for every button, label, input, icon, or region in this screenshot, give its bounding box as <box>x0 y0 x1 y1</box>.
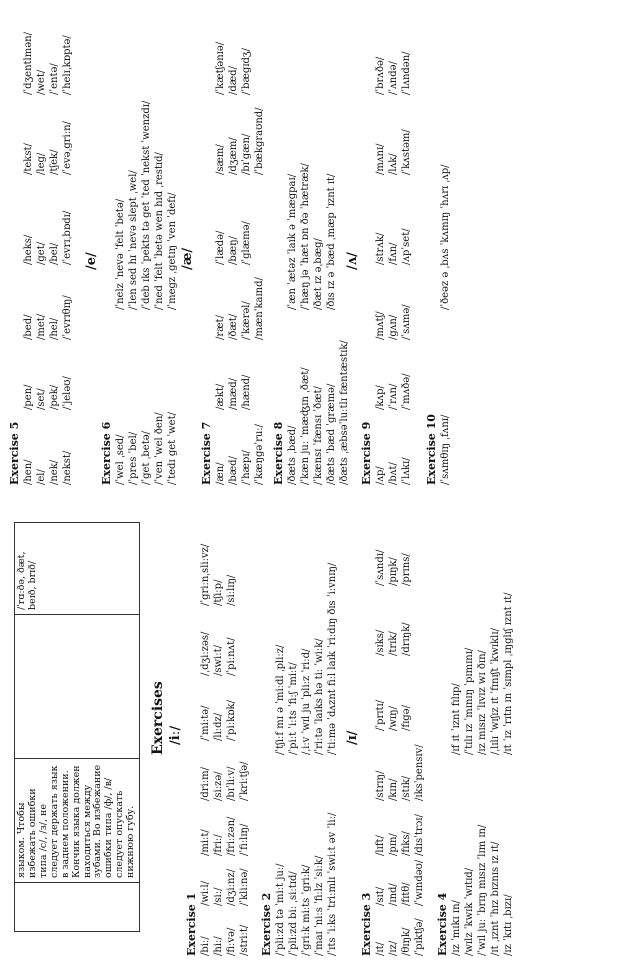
transcription-cell: /fiːvə/ <box>226 927 237 956</box>
grid-row <box>225 526 238 956</box>
transcription-line: /ðæts ˈbæd ˈgræmə/ <box>326 383 337 485</box>
transcription-cell: /ɪz/ <box>388 940 399 956</box>
table-row <box>15 523 140 932</box>
transcription-cell: /strʌk/ <box>375 232 386 265</box>
grid-row <box>400 526 413 956</box>
exercise-4-label: Exercise 4 <box>436 892 449 956</box>
transcription-line: /wɪlz ˈkwɪk ˈwɪtɪd/ <box>464 867 475 956</box>
transcription-cell: /ðæt/ <box>228 313 239 340</box>
transcription-cell <box>253 175 266 265</box>
exercise-10-label: Exercise 10 <box>425 414 438 485</box>
transcription-cell: /bæd/ <box>228 456 239 485</box>
transcription-cell: /prɪns/ <box>401 553 412 586</box>
transcription-cell: /ækt/ <box>215 383 226 410</box>
exercise-5-label: Exercise 5 <box>8 421 21 485</box>
grid-row <box>374 526 387 956</box>
transcription-cell: /fʌn/ <box>388 242 399 265</box>
transcription-line: /ˈdeb ɪks ˈpekts tə get ˈted ˈnekst ˈwenzdɪ/ <box>141 100 152 310</box>
transcription-cell: /wɪŋ/ <box>388 706 399 731</box>
transcription-cell: /friː/ <box>213 834 224 856</box>
transcription-cell: /ˈlʌkɪ/ <box>401 457 412 485</box>
transcription-cell: /ˈkriːtʃə/ <box>239 761 250 801</box>
transcription-cell: /æn/ <box>215 462 226 485</box>
transcription-cell: /ˈevrɪˌbɒdɪ/ <box>62 210 73 265</box>
transcription-cell: /ˈlʌndən/ <box>401 51 412 95</box>
grid-row <box>214 5 227 485</box>
transcription-cell: /ˈevəˌgriːn/ <box>62 121 73 175</box>
transcription-line: /ˈpres ˈbel/ <box>128 431 139 485</box>
grid-row <box>400 5 413 485</box>
exercise-9-label: Exercise 9 <box>360 421 373 485</box>
transcription-cell: /nekst/ <box>62 450 73 485</box>
exercise-8-lines-right <box>286 163 338 310</box>
transcription-cell: /hel/ <box>49 317 60 340</box>
transcription-line: /ˈhæŋ jə ˈhæt ɒn ðə ˈhætræk/ <box>300 163 311 310</box>
transcription-line: /ˈget ˌbetə/ <box>141 430 152 485</box>
transcription-cell: /kɪn/ <box>388 778 399 801</box>
transcription-cell: /ˈhelɪˌkɒptə/ <box>62 35 73 95</box>
transcription-cell: /pen/ <box>23 384 34 410</box>
transcription-line: /ðɪs ɪz ə ˈbæd ˌmæp ˈɪznt ɪt/ <box>326 173 337 310</box>
table-cell <box>15 615 140 759</box>
transcription-cell: /ˈkliːnə/ <box>239 868 250 906</box>
grid-row <box>35 5 48 485</box>
sound-heading-i: /ɪ/ <box>345 730 360 745</box>
grid-row <box>374 5 387 485</box>
exercise-7-label: Exercise 7 <box>200 421 213 485</box>
grid-row <box>199 526 212 956</box>
transcription-cell <box>253 5 266 95</box>
table-cell: /ˈrɑːðə, ðæt, beɪð, brɪð/ <box>15 523 140 615</box>
transcription-line: /ɪt ˌɪznt ˈhɪz bɪznɪs ɪz ɪt/ <box>490 841 501 956</box>
transcription-cell: /fɪtθ/ <box>401 882 412 906</box>
transcription-cell: /bæŋ/ <box>228 236 239 265</box>
transcription-cell: /ˈwɪndəʊ/ <box>414 859 425 906</box>
transcription-cell: /hænd/ <box>241 374 252 410</box>
transcription-line: /ˈlen sed hɪ ˈnevə slept ˌwel/ <box>128 170 139 310</box>
transcription-cell: /ˈʌndə/ <box>388 61 399 95</box>
transcription-line: /ðæt ɪz əˌbæg/ <box>313 238 324 310</box>
transcription-cell: /sɪks/ <box>375 629 386 656</box>
transcription-cell: /heks/ <box>23 234 34 265</box>
transcription-cell: /bʌt/ <box>388 462 399 485</box>
table-cell <box>15 883 140 932</box>
transcription-cell: /ˈgriːnˌsliːvz/ <box>200 543 211 606</box>
transcription-cell: /ˈrʌn/ <box>388 383 399 410</box>
exercise-2-lines-right <box>274 563 339 755</box>
transcription-cell: /ˈsʌmə/ <box>401 304 412 340</box>
transcription-line: /ˈned ˈfelt ˈbetə wen hɪd ˌrestɪd/ <box>154 152 165 310</box>
grid-row <box>387 5 400 485</box>
transcription-cell: /ɪnd/ <box>388 883 399 906</box>
grid-row <box>253 5 266 485</box>
transcription-cell: /biː/ <box>200 936 211 956</box>
transcription-cell: /bɪˈliːv/ <box>226 766 237 801</box>
transcription-cell: /ˈlædə/ <box>215 230 226 265</box>
transcription-cell: /ræt/ <box>215 315 226 340</box>
transcription-cell: /ˈprɪtɪ/ <box>375 699 386 731</box>
transcription-cell: /ʌpˈset/ <box>401 228 412 265</box>
transcription-cell: /ˈentə/ <box>49 63 60 95</box>
transcription-cell: /ˌdʒiːzəs/ <box>200 631 211 676</box>
grid-row <box>61 5 74 485</box>
transcription-line: /ˈpliːzd tə ˈmiːt juː/ <box>275 863 286 956</box>
transcription-cell <box>238 676 251 741</box>
grid-row <box>238 526 251 956</box>
transcription-cell: /ˈmʌðə/ <box>401 373 412 410</box>
transcription-cell: /gʌn/ <box>388 314 399 340</box>
transcription-line: /ˈmegz ˌgetɪŋ ˈven ˈdefɪ/ <box>167 192 178 310</box>
transcription-cell: /lʌk/ <box>388 153 399 175</box>
transcription-cell: /miːt/ <box>200 829 211 856</box>
transcription-line: /ˈtiːmə ˈdʌznt fiːl laɪk ˈriːdɪŋ ðɪs ˈiːvnɪŋ/ <box>327 562 338 755</box>
transcription-cell: /ˈbækgraʊnd/ <box>254 107 265 175</box>
transcription-cell: /wet/ <box>36 69 47 95</box>
exercise-6-lines-right <box>114 101 179 310</box>
transcription-cell: /el/ <box>36 469 47 485</box>
grid-row <box>212 526 225 956</box>
transcription-cell: /bed/ <box>23 314 34 340</box>
transcription-cell: /stɪk/ <box>401 775 412 801</box>
transcription-cell: /ˈglæmə/ <box>241 221 252 265</box>
transcription-cell: /pɪn/ <box>388 833 399 856</box>
transcription-cell: /ˈbrʌðə/ <box>375 56 386 95</box>
transcription-cell: /ˈmiːtə/ <box>200 705 211 741</box>
transcription-cell: /lɪft/ <box>375 835 386 856</box>
transcription-cell: /trɪk/ <box>388 631 399 656</box>
transcription-cell: /sæm/ <box>215 144 226 175</box>
transcription-cell: /ɪksˈpensɪv/ <box>414 744 425 801</box>
transcription-line: /ˈsʌmθɪŋ ˌfʌnɪ/ <box>440 414 451 485</box>
transcription-cell: /mæd/ <box>228 377 239 410</box>
exercise-3-grid <box>374 526 426 956</box>
transcription-cell: /wiːl/ <box>200 880 211 906</box>
transcription-cell: /striːt/ <box>239 924 250 956</box>
transcription-line: /ˈgriːk miːts ˈgriːk/ <box>301 864 312 956</box>
transcription-cell: /fɪgə/ <box>401 705 412 731</box>
grid-row <box>227 5 240 485</box>
right-column <box>0 5 637 485</box>
transcription-cell <box>413 656 426 731</box>
transcription-line: /ˈtʃiːf mɪ ə ˈmiːdl ˌpliːz/ <box>275 644 286 755</box>
exercise-9-grid <box>374 5 413 485</box>
transcription-cell: /drɪŋk/ <box>401 622 412 656</box>
exercise-1-grid <box>199 526 251 956</box>
transcription-line: /ðæts ˌæbsəˈluːtlɪ fæntæstɪk/ <box>339 340 350 485</box>
transcription-line: /ɪz ˈkɪtɪ ˌbɪzɪ/ <box>503 894 514 956</box>
transcription-cell: /ˈkærəl/ <box>241 301 252 340</box>
transcription-line: /ˌlɪlɪ ˈwɪʃɪz ɪt ˈfɪnɪʃt ˈkwɪklɪ/ <box>490 628 501 755</box>
transcription-cell: /siː/ <box>213 887 224 906</box>
transcription-cell <box>238 526 251 606</box>
transcription-cell: /pek/ <box>49 384 60 410</box>
transcription-line: /ðæts ˌbæd/ <box>287 425 298 485</box>
transcription-cell <box>238 606 251 676</box>
transcription-cell: /dʒæm/ <box>228 137 239 175</box>
transcription-line: /ɪz ˈmɪkɪ ɪn/ <box>451 900 462 956</box>
transcription-line: /ˈnelz ˈnevə ˈfelt ˈbetə/ <box>115 198 126 310</box>
exercise-6-label: Exercise 6 <box>100 421 113 485</box>
transcription-cell: /dæd/ <box>228 66 239 95</box>
sound-heading-v: /ʌ/ <box>345 252 360 270</box>
transcription-cell: /mænˈkaɪnd/ <box>254 277 265 340</box>
transcription-line: /ˈven ˈwel ðen/ <box>154 412 165 485</box>
grid-row <box>413 526 426 956</box>
transcription-cell: /nek/ <box>49 459 60 485</box>
transcription-cell: /strɪŋ/ <box>375 770 386 801</box>
transcription-line: /ˈtɪlɪ ɪz ˈmɪnɪŋ ˈpɪmɪnɪ/ <box>464 647 475 755</box>
transcription-cell: /dʒiːnz/ <box>226 868 237 906</box>
transcription-cell <box>413 586 426 656</box>
transcription-cell: /swiːt/ <box>213 644 224 676</box>
transcription-cell: /ʌp/ <box>375 466 386 485</box>
transcription-cell: /ˈsʌndɪ/ <box>375 549 386 586</box>
transcription-line: /ˈɪts ˈiːks ˈtriːmlɪ ˈswiːt əv ˈliː/ <box>327 812 338 956</box>
transcription-cell: /tʃiːp/ <box>213 579 224 606</box>
transcription-cell: /ˈkætʃənɪə/ <box>215 41 226 95</box>
transcription-line: /ˈwɪl juː ˈbrɪŋ mɪsɪz ˈlɪm ɪn/ <box>477 824 488 956</box>
table-cell: языком. Чтобы избежать ошибки типа /с/, /з/, не следует держать язык в заднем положении. Кончик языка должен находиться между зубами. Во избежание ошибки типа /ф/, /в/ следует опускать нижнюю губу. <box>15 759 140 883</box>
grid-row <box>240 5 253 485</box>
transcription-cell: /fɪks/ <box>401 831 412 856</box>
transcription-cell: /siːzə/ <box>213 771 224 801</box>
transcription-line: /ˈwel ˌsed/ <box>115 434 126 485</box>
transcription-line: /ˈðeəz ə ˌbʌs ˈkʌmɪŋ ˈhʌrɪ ˌʌp/ <box>440 164 451 310</box>
transcription-line: /ˈriːtə ˈlaɪks hə tiː ˈwiːk/ <box>314 638 325 755</box>
transcription-cell: /ˈdʒentlmən/ <box>23 32 34 95</box>
transcription-cell: /ˈkʌstəm/ <box>401 129 412 175</box>
transcription-cell: /friːzən/ <box>226 816 237 856</box>
transcription-cell: /ˈpiːkɒk/ <box>226 700 237 741</box>
transcription-cell: /hiː/ <box>213 936 224 956</box>
transcription-line: /ˈtedɪ get ˈwet/ <box>167 412 178 485</box>
exercise-4-lines-right <box>450 593 515 755</box>
transcription-cell: /mʌtʃ/ <box>375 311 386 340</box>
exercise-7-grid <box>214 5 266 485</box>
transcription-cell: /mʌnɪ/ <box>375 143 386 175</box>
exercise-3-label: Exercise 3 <box>360 892 373 956</box>
transcription-cell: /met/ <box>36 313 47 340</box>
transcription-cell: /tekst/ <box>23 143 34 175</box>
grid-row <box>387 526 400 956</box>
transcription-line: /ˈpliːzd biː ˌsiːtɪd/ <box>288 871 299 956</box>
grid-row <box>48 5 61 485</box>
left-column <box>0 490 637 970</box>
exercises-heading: Exercises <box>150 681 166 755</box>
exercise-1-label: Exercise 1 <box>185 892 198 956</box>
transcription-cell: /ˈpɪktʃə/ <box>414 918 425 956</box>
transcription-cell: /kʌp/ <box>375 385 386 410</box>
exercise-2-label: Exercise 2 <box>260 892 273 956</box>
transcription-cell: /dɪsˈtrɔɪ/ <box>414 814 425 856</box>
sound-heading-ii: /iː/ <box>168 725 183 745</box>
transcription-cell: /ˈjeləʊ/ <box>62 376 73 410</box>
transcription-cell: /liːdz/ <box>213 712 224 741</box>
exercise-8-label: Exercise 8 <box>272 421 285 485</box>
transcription-line: /ɪf ɪt ˈɪznt fɪlɪp/ <box>451 683 462 755</box>
exercise-4-lines <box>450 825 515 956</box>
transcription-cell: /sɪt/ <box>375 886 386 906</box>
exercise-6-lines <box>114 412 179 485</box>
transcription-cell: /ɪt/ <box>375 942 386 956</box>
transcription-cell: /tʃek/ <box>49 149 60 175</box>
transcription-line: /ˈmaɪ ˈniːs ˈfiːlz ˈsiːk/ <box>314 855 325 956</box>
transcription-line: /ˈæn ˈætəz ˈlaɪk ə ˈmægpaɪ/ <box>287 173 298 310</box>
transcription-cell: /get/ <box>36 241 47 265</box>
transcription-cell: /ˈbægɪdʒ/ <box>241 48 252 95</box>
transcription-cell: /set/ <box>36 388 47 410</box>
transcription-cell: /ˈfiːlɪŋ/ <box>239 823 250 856</box>
transcription-cell: /ˈhæpɪ/ <box>241 450 252 485</box>
transcription-line: /ɪz mɪsɪz ˈlɪvɪz wɪ ðɪn/ <box>477 650 488 755</box>
exercise-2-lines <box>274 813 339 956</box>
pronunciation-table <box>14 522 140 932</box>
transcription-cell: /leg/ <box>36 152 47 175</box>
exercise-5-grid <box>22 5 74 485</box>
transcription-line: /ˈkæn juː ˈmæʤɪn ˌðæt/ <box>300 367 311 485</box>
transcription-cell: /bɪˈgæn/ <box>241 133 252 175</box>
exercise-10-lines-right <box>439 164 452 310</box>
transcription-cell <box>413 526 426 586</box>
transcription-cell: /hen/ <box>23 459 34 485</box>
exercise-8-lines <box>286 340 351 485</box>
transcription-cell: /driːm/ <box>200 767 211 801</box>
exercise-10-lines <box>439 415 452 485</box>
sound-heading-e: /e/ <box>84 252 99 270</box>
transcription-line: /ˈkænsɪ ˈfænsɪ ˈðæt/ <box>313 386 324 485</box>
transcription-cell: /ˈpiːnʌt/ <box>226 637 237 676</box>
transcription-cell: /bel/ <box>49 242 60 265</box>
sound-heading-ae: /æ/ <box>180 247 195 270</box>
transcription-line: /ˌiːv ˈwɪl ju ˈpliːz ˈriːd/ <box>301 648 312 755</box>
transcription-cell: /θɪŋk/ <box>401 927 412 956</box>
transcription-cell: /ˈevrɪθɪŋ/ <box>62 295 73 340</box>
transcription-cell: /pɪŋk/ <box>388 557 399 586</box>
transcription-cell: /ˈkæŋgəˈruː/ <box>254 423 265 485</box>
grid-row <box>22 5 35 485</box>
transcription-cell <box>253 340 266 410</box>
transcription-cell: /siːlɪŋ/ <box>226 574 237 606</box>
transcription-line: /ˈpiːt ˈiːts ˈfiːʃ ˈmiːt/ <box>288 662 299 755</box>
transcription-line: /ɪt ˈɪz ˈrɪtn ɪn ˈsɪmpl ˌɪŋglɪʃ ɪznt ɪt/ <box>503 592 514 755</box>
